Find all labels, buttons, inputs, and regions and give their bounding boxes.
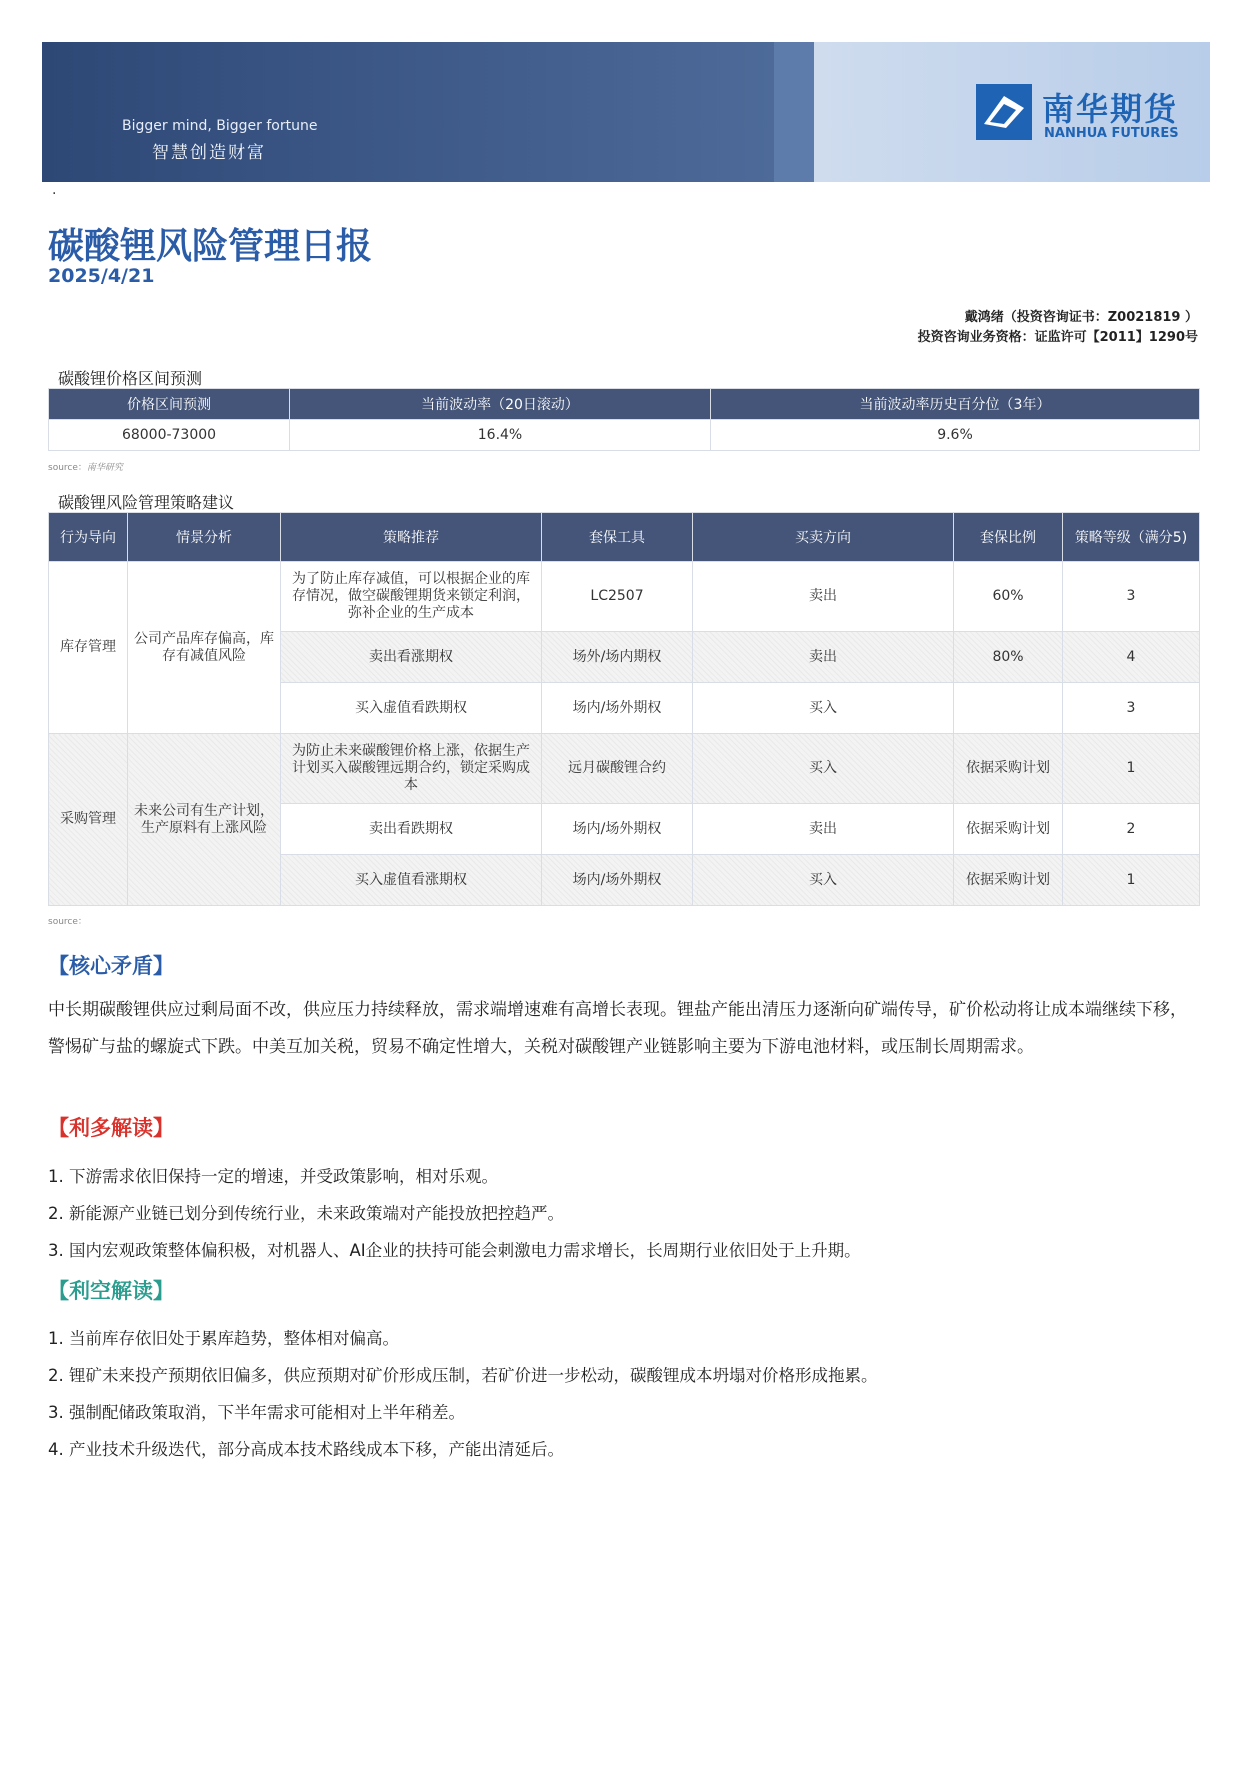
strategy-table [48, 512, 1200, 906]
behavior-cell: 采购管理 [49, 734, 128, 906]
ratio-cell: 依据采购计划 [954, 804, 1063, 855]
bullet-dot: · [52, 186, 57, 202]
price-header-volatility: 当前波动率（20日滚动） [290, 389, 711, 420]
level-cell: 4 [1063, 632, 1200, 683]
header-scenario: 情景分析 [128, 513, 281, 562]
tool-cell: 场内/场外期权 [542, 804, 693, 855]
direction-cell: 买入 [693, 734, 954, 804]
report-date: 2025/4/21 [48, 265, 155, 287]
strategy-cell: 为了防止库存减值，可以根据企业的库存情况，做空碳酸锂期货来锁定利润，弥补企业的生产成本 [281, 562, 542, 632]
ratio-cell: 60% [954, 562, 1063, 632]
table-row [49, 562, 1200, 632]
level-cell: 3 [1063, 683, 1200, 734]
tool-cell: 远月碳酸锂合约 [542, 734, 693, 804]
ratio-cell: 依据采购计划 [954, 734, 1063, 804]
report-title: 碳酸锂风险管理日报 [48, 226, 373, 267]
price-header-percentile: 当前波动率历史百分位（3年） [711, 389, 1200, 420]
slogan-en: Bigger mind, Bigger fortune [122, 118, 318, 134]
behavior-cell: 库存管理 [49, 562, 128, 734]
banner-mid-strip [774, 42, 814, 182]
header-level: 策略等级（满分5) [1063, 513, 1200, 562]
direction-cell: 买入 [693, 683, 954, 734]
core-heading: 【核心矛盾】 [48, 954, 174, 978]
strategy-cell: 卖出看涨期权 [281, 632, 542, 683]
bearish-item: 4. 产业技术升级迭代，部分高成本技术路线成本下移，产能出清延后。 [48, 1440, 564, 1459]
direction-cell: 卖出 [693, 562, 954, 632]
header-strategy: 策略推荐 [281, 513, 542, 562]
volatility-value: 16.4% [290, 420, 711, 451]
scenario-cell: 公司产品库存偏高，库存有减值风险 [128, 562, 281, 734]
bearish-item: 3. 强制配储政策取消，下半年需求可能相对上半年稍差。 [48, 1403, 465, 1422]
ratio-cell: 80% [954, 632, 1063, 683]
direction-cell: 卖出 [693, 632, 954, 683]
header-banner [42, 42, 1210, 182]
bearish-item: 1. 当前库存依旧处于累库趋势，整体相对偏高。 [48, 1329, 399, 1348]
scenario-cell: 未来公司有生产计划，生产原料有上涨风险 [128, 734, 281, 906]
strategy-cell: 卖出看跌期权 [281, 804, 542, 855]
price-header-range: 价格区间预测 [49, 389, 290, 420]
author-name: 戴鸿绪（投资咨询证书：Z0021819 ） [964, 310, 1198, 325]
ratio-cell: 依据采购计划 [954, 855, 1063, 906]
strategy-table-label: 碳酸锂风险管理策略建议 [58, 493, 235, 512]
direction-cell: 卖出 [693, 804, 954, 855]
price-range-value: 68000-73000 [49, 420, 290, 451]
level-cell: 3 [1063, 562, 1200, 632]
bullish-item: 3. 国内宏观政策整体偏积极，对机器人、AI企业的扶持可能会刺激电力需求增长，长周期行业依旧处于上升期。 [48, 1241, 861, 1260]
header-direction: 买卖方向 [693, 513, 954, 562]
bearish-heading: 【利空解读】 [48, 1279, 174, 1303]
level-cell: 1 [1063, 734, 1200, 804]
license-info: 投资咨询业务资格：证监许可【2011】1290号 [917, 330, 1198, 345]
header-tool: 套保工具 [542, 513, 693, 562]
bearish-item: 2. 锂矿未来投产预期依旧偏多，供应预期对矿价形成压制，若矿价进一步松动，碳酸锂成本坍塌对价格形成拖累。 [48, 1366, 878, 1385]
core-paragraph: 中长期碳酸锂供应过剩局面不改，供应压力持续释放，需求端增速难有高增长表现。锂盐产能出清压力逐渐向矿端传导，矿价松动将让成本端继续下移，警惕矿与盐的螺旋式下跌。中美互加关税，贸易不确定性增大，关税对碳酸锂产业链影响主要为下游电池材料，或压制长周期需求。 [48, 1000, 1187, 1057]
source-prefix: source： [48, 463, 87, 473]
nanhua-logo-icon [976, 84, 1032, 140]
level-cell: 1 [1063, 855, 1200, 906]
bullish-item: 2. 新能源产业链已划分到传统行业，未来政策端对产能投放把控趋严。 [48, 1204, 564, 1223]
slogan-cn: 智慧创造财富 [152, 143, 266, 163]
tool-cell: 场内/场外期权 [542, 855, 693, 906]
bullish-item: 1. 下游需求依旧保持一定的增速，并受政策影响，相对乐观。 [48, 1167, 498, 1186]
header-ratio: 套保比例 [954, 513, 1063, 562]
price-table-source [48, 460, 123, 473]
source-name: 南华研究 [86, 463, 123, 473]
level-cell: 2 [1063, 804, 1200, 855]
tool-cell: LC2507 [542, 562, 693, 632]
percentile-value: 9.6% [711, 420, 1200, 451]
logo-text-cn: 南华期货 [1042, 90, 1179, 128]
price-table [48, 388, 1200, 451]
logo-text-en: NANHUA FUTURES [1044, 126, 1179, 141]
author-block [918, 308, 1198, 348]
bullish-heading: 【利多解读】 [48, 1116, 174, 1140]
ratio-cell [954, 683, 1063, 734]
strategy-cell: 买入虚值看涨期权 [281, 855, 542, 906]
header-behavior: 行为导向 [49, 513, 128, 562]
direction-cell: 买入 [693, 855, 954, 906]
table-row [49, 734, 1200, 804]
tool-cell: 场内/场外期权 [542, 683, 693, 734]
tool-cell: 场外/场内期权 [542, 632, 693, 683]
strategy-cell: 为防止未来碳酸锂价格上涨，依据生产计划买入碳酸锂远期合约，锁定采购成本 [281, 734, 542, 804]
price-table-label: 碳酸锂价格区间预测 [58, 369, 203, 388]
strategy-table-source: source： [48, 917, 87, 927]
strategy-cell: 买入虚值看跌期权 [281, 683, 542, 734]
